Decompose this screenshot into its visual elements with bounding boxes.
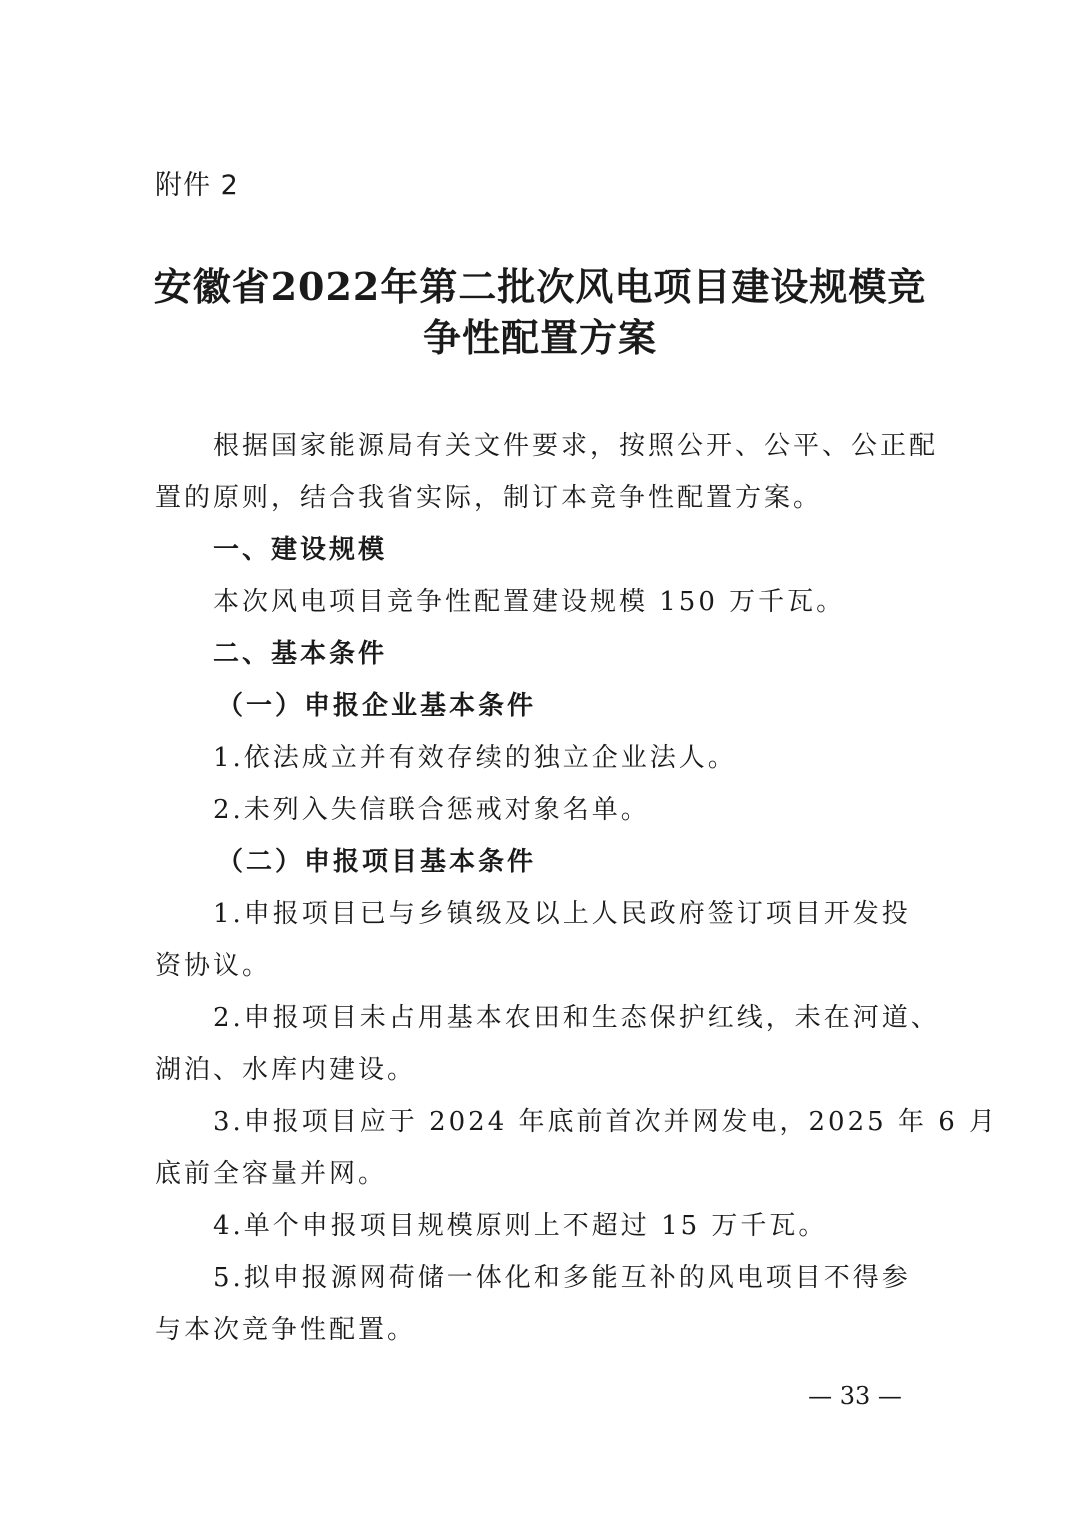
subsection-2-item-1-line-2: 资协议。 [155,951,272,981]
subsection-2-item-3-line-1: 3.申报项目应于 2024 年底前首次并网发电，2025 年 6 月 [213,1107,999,1137]
subsection-2-item-4: 4.单个申报项目规模原则上不超过 15 万千瓦。 [213,1211,828,1241]
subsection-2-item-5-line-2: 与本次竞争性配置。 [155,1315,417,1345]
document-body [155,420,999,1356]
subsection-2-item-2-line-1: 2.申报项目未占用基本农田和生态保护红线，未在河道、 [213,1003,940,1033]
attachment-label: 附件 2 [155,170,239,201]
document-title-line-1: 安徽省2022年第二批次风电项目建设规模竞 [153,264,927,309]
subsection-1-heading: （一）申报企业基本条件 [217,691,537,721]
document-title-line-2: 争性配置方案 [422,315,657,360]
subsection-1-item-2: 2.未列入失信联合惩戒对象名单。 [213,795,650,825]
subsection-1-item-1: 1.依法成立并有效存续的独立企业法人。 [213,743,737,773]
subsection-2-item-1-line-1: 1.申报项目已与乡镇级及以上人民政府签订项目开发投 [213,899,911,929]
intro-line-1: 根据国家能源局有关文件要求，按照公开、公平、公正配 [213,431,939,461]
subsection-2-item-5-line-1: 5.拟申报源网荷储一体化和多能互补的风电项目不得参 [213,1263,911,1293]
section-2-heading: 二、基本条件 [213,639,388,669]
subsection-2-item-3-line-2: 底前全容量并网。 [155,1159,388,1189]
subsection-2-heading: （二）申报项目基本条件 [217,847,537,877]
page-number: — 33 — [808,1382,902,1410]
subsection-2-item-2-line-2: 湖泊、水库内建设。 [155,1055,417,1085]
intro-line-2: 置的原则，结合我省实际，制订本竞争性配置方案。 [155,483,823,513]
section-1-text: 本次风电项目竞争性配置建设规模 150 万千瓦。 [213,587,846,617]
section-1-heading: 一、建设规模 [213,535,388,565]
